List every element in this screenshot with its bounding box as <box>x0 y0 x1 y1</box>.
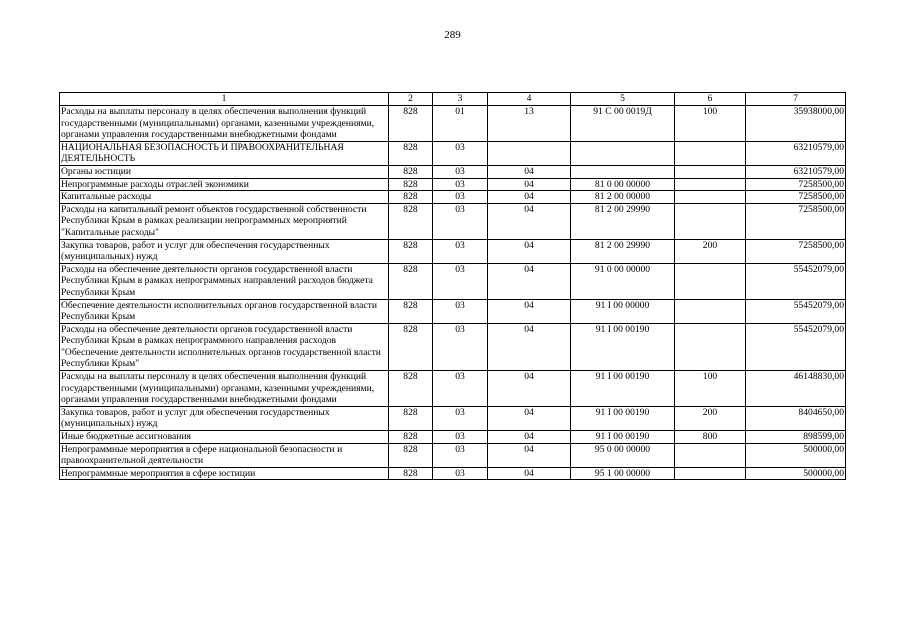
amount-cell: 63210579,00 <box>746 165 846 178</box>
table-row <box>60 371 846 407</box>
target-article-cell: 91 0 00 00000 <box>571 263 675 299</box>
target-article-cell <box>571 141 675 165</box>
target-article-cell: 91 I 00 00190 <box>571 371 675 407</box>
target-article-cell: 81 2 00 29990 <box>571 239 675 263</box>
department-code-cell: 828 <box>389 141 433 165</box>
expense-type-cell <box>675 467 746 480</box>
amount-cell: 7258500,00 <box>746 178 846 191</box>
amount-cell: 500000,00 <box>746 443 846 467</box>
column-header-7: 7 <box>746 93 846 106</box>
subsection-code-cell: 04 <box>488 239 571 263</box>
section-code-cell: 03 <box>433 178 488 191</box>
target-article-cell: 91 I 00 00190 <box>571 406 675 430</box>
subsection-code-cell <box>488 141 571 165</box>
amount-cell: 7258500,00 <box>746 191 846 204</box>
subsection-code-cell: 04 <box>488 431 571 444</box>
expense-type-cell <box>675 191 746 204</box>
table-row <box>60 178 846 191</box>
expense-name-cell: Расходы на выплаты персоналу в целях обеспечения выполнения функций государственными (муниципальными) органами, казенными учреждениями, органами управления государственными внебюджетными фондами <box>60 106 389 142</box>
department-code-cell: 828 <box>389 299 433 323</box>
section-code-cell: 03 <box>433 299 488 323</box>
department-code-cell: 828 <box>389 443 433 467</box>
table-row <box>60 299 846 323</box>
column-header-1: 1 <box>60 93 389 106</box>
expense-type-cell: 800 <box>675 431 746 444</box>
expense-type-cell <box>675 443 746 467</box>
department-code-cell: 828 <box>389 467 433 480</box>
page-number: 289 <box>444 29 461 41</box>
section-code-cell: 03 <box>433 443 488 467</box>
expense-type-cell <box>675 323 746 370</box>
target-article-cell: 81 2 00 00000 <box>571 191 675 204</box>
table-row <box>60 443 846 467</box>
target-article-cell: 95 1 00 00000 <box>571 467 675 480</box>
expense-name-cell: Иные бюджетные ассигнования <box>60 431 389 444</box>
department-code-cell: 828 <box>389 239 433 263</box>
department-code-cell: 828 <box>389 178 433 191</box>
department-code-cell: 828 <box>389 191 433 204</box>
section-code-cell: 03 <box>433 239 488 263</box>
table-row <box>60 106 846 142</box>
subsection-code-cell: 04 <box>488 203 571 239</box>
department-code-cell: 828 <box>389 106 433 142</box>
budget-table <box>59 92 846 480</box>
expense-type-cell <box>675 141 746 165</box>
amount-cell: 55452079,00 <box>746 299 846 323</box>
section-code-cell: 03 <box>433 323 488 370</box>
section-code-cell: 03 <box>433 203 488 239</box>
target-article-cell: 91 I 00 00000 <box>571 299 675 323</box>
table-row <box>60 467 846 480</box>
header-row <box>60 93 846 106</box>
expense-type-cell <box>675 165 746 178</box>
department-code-cell: 828 <box>389 165 433 178</box>
section-code-cell: 01 <box>433 106 488 142</box>
section-code-cell: 03 <box>433 406 488 430</box>
target-article-cell: 81 2 00 29990 <box>571 203 675 239</box>
expense-type-cell <box>675 203 746 239</box>
department-code-cell: 828 <box>389 431 433 444</box>
section-code-cell: 03 <box>433 263 488 299</box>
amount-cell: 46148830,00 <box>746 371 846 407</box>
subsection-code-cell: 04 <box>488 165 571 178</box>
expense-name-cell: НАЦИОНАЛЬНАЯ БЕЗОПАСНОСТЬ И ПРАВООХРАНИТЕЛЬНАЯ ДЕЯТЕЛЬНОСТЬ <box>60 141 389 165</box>
amount-cell: 63210579,00 <box>746 141 846 165</box>
table-row <box>60 141 846 165</box>
amount-cell: 55452079,00 <box>746 263 846 299</box>
column-header-2: 2 <box>389 93 433 106</box>
amount-cell: 7258500,00 <box>746 203 846 239</box>
section-code-cell: 03 <box>433 165 488 178</box>
target-article-cell: 91 I 00 00190 <box>571 323 675 370</box>
expense-name-cell: Органы юстиции <box>60 165 389 178</box>
table-row <box>60 406 846 430</box>
expense-type-cell: 200 <box>675 239 746 263</box>
expense-type-cell: 100 <box>675 371 746 407</box>
table-row <box>60 323 846 370</box>
table-row <box>60 263 846 299</box>
subsection-code-cell: 04 <box>488 371 571 407</box>
expense-name-cell: Непрограммные расходы отраслей экономики <box>60 178 389 191</box>
subsection-code-cell: 04 <box>488 406 571 430</box>
expense-type-cell: 200 <box>675 406 746 430</box>
column-header-4: 4 <box>488 93 571 106</box>
column-header-6: 6 <box>675 93 746 106</box>
expense-name-cell: Обеспечение деятельности исполнительных органов государственной власти Республики Крым <box>60 299 389 323</box>
column-header-5: 5 <box>571 93 675 106</box>
expense-name-cell: Капитальные расходы <box>60 191 389 204</box>
subsection-code-cell: 04 <box>488 263 571 299</box>
section-code-cell: 03 <box>433 371 488 407</box>
subsection-code-cell: 04 <box>488 323 571 370</box>
expense-type-cell: 100 <box>675 106 746 142</box>
expense-type-cell <box>675 299 746 323</box>
table-row <box>60 165 846 178</box>
amount-cell: 7258500,00 <box>746 239 846 263</box>
table-row <box>60 191 846 204</box>
expense-name-cell: Закупка товаров, работ и услуг для обеспечения государственных (муниципальных) нужд <box>60 239 389 263</box>
expense-name-cell: Непрограммные мероприятия в сфере юстиции <box>60 467 389 480</box>
target-article-cell: 91 С 00 0019Д <box>571 106 675 142</box>
expense-type-cell <box>675 263 746 299</box>
expense-name-cell: Расходы на обеспечение деятельности органов государственной власти Республики Крым в рамках непрограммного направления расходов "Обеспечение деятельности исполнительных органов государственной власти Республики Крым" <box>60 323 389 370</box>
section-code-cell: 03 <box>433 191 488 204</box>
section-code-cell: 03 <box>433 431 488 444</box>
column-header-3: 3 <box>433 93 488 106</box>
expense-name-cell: Расходы на обеспечение деятельности органов государственной власти Республики Крым в рамках непрограммных направлений расходов бюджета Республики Крым <box>60 263 389 299</box>
subsection-code-cell: 04 <box>488 178 571 191</box>
section-code-cell: 03 <box>433 141 488 165</box>
table-row <box>60 239 846 263</box>
amount-cell: 35938000,00 <box>746 106 846 142</box>
subsection-code-cell: 13 <box>488 106 571 142</box>
expense-type-cell <box>675 178 746 191</box>
department-code-cell: 828 <box>389 406 433 430</box>
department-code-cell: 828 <box>389 323 433 370</box>
expense-name-cell: Расходы на капитальный ремонт объектов государственной собственности Республики Крым в рамках реализации непрограммных мероприятий "Капитальные расходы" <box>60 203 389 239</box>
subsection-code-cell: 04 <box>488 299 571 323</box>
subsection-code-cell: 04 <box>488 191 571 204</box>
amount-cell: 8404650,00 <box>746 406 846 430</box>
section-code-cell: 03 <box>433 467 488 480</box>
expense-name-cell: Закупка товаров, работ и услуг для обеспечения государственных (муниципальных) нужд <box>60 406 389 430</box>
table-row <box>60 431 846 444</box>
amount-cell: 500000,00 <box>746 467 846 480</box>
table-row <box>60 203 846 239</box>
department-code-cell: 828 <box>389 263 433 299</box>
expense-name-cell: Непрограммные мероприятия в сфере национальной безопасности и правоохранительной деятельности <box>60 443 389 467</box>
subsection-code-cell: 04 <box>488 467 571 480</box>
target-article-cell <box>571 165 675 178</box>
subsection-code-cell: 04 <box>488 443 571 467</box>
target-article-cell: 81 0 00 00000 <box>571 178 675 191</box>
target-article-cell: 95 0 00 00000 <box>571 443 675 467</box>
target-article-cell: 91 I 00 00190 <box>571 431 675 444</box>
expense-name-cell: Расходы на выплаты персоналу в целях обеспечения выполнения функций государственными (муниципальными) органами, казенными учреждениями, органами управления государственными внебюджетными фондами <box>60 371 389 407</box>
amount-cell: 55452079,00 <box>746 323 846 370</box>
amount-cell: 898599,00 <box>746 431 846 444</box>
department-code-cell: 828 <box>389 371 433 407</box>
department-code-cell: 828 <box>389 203 433 239</box>
